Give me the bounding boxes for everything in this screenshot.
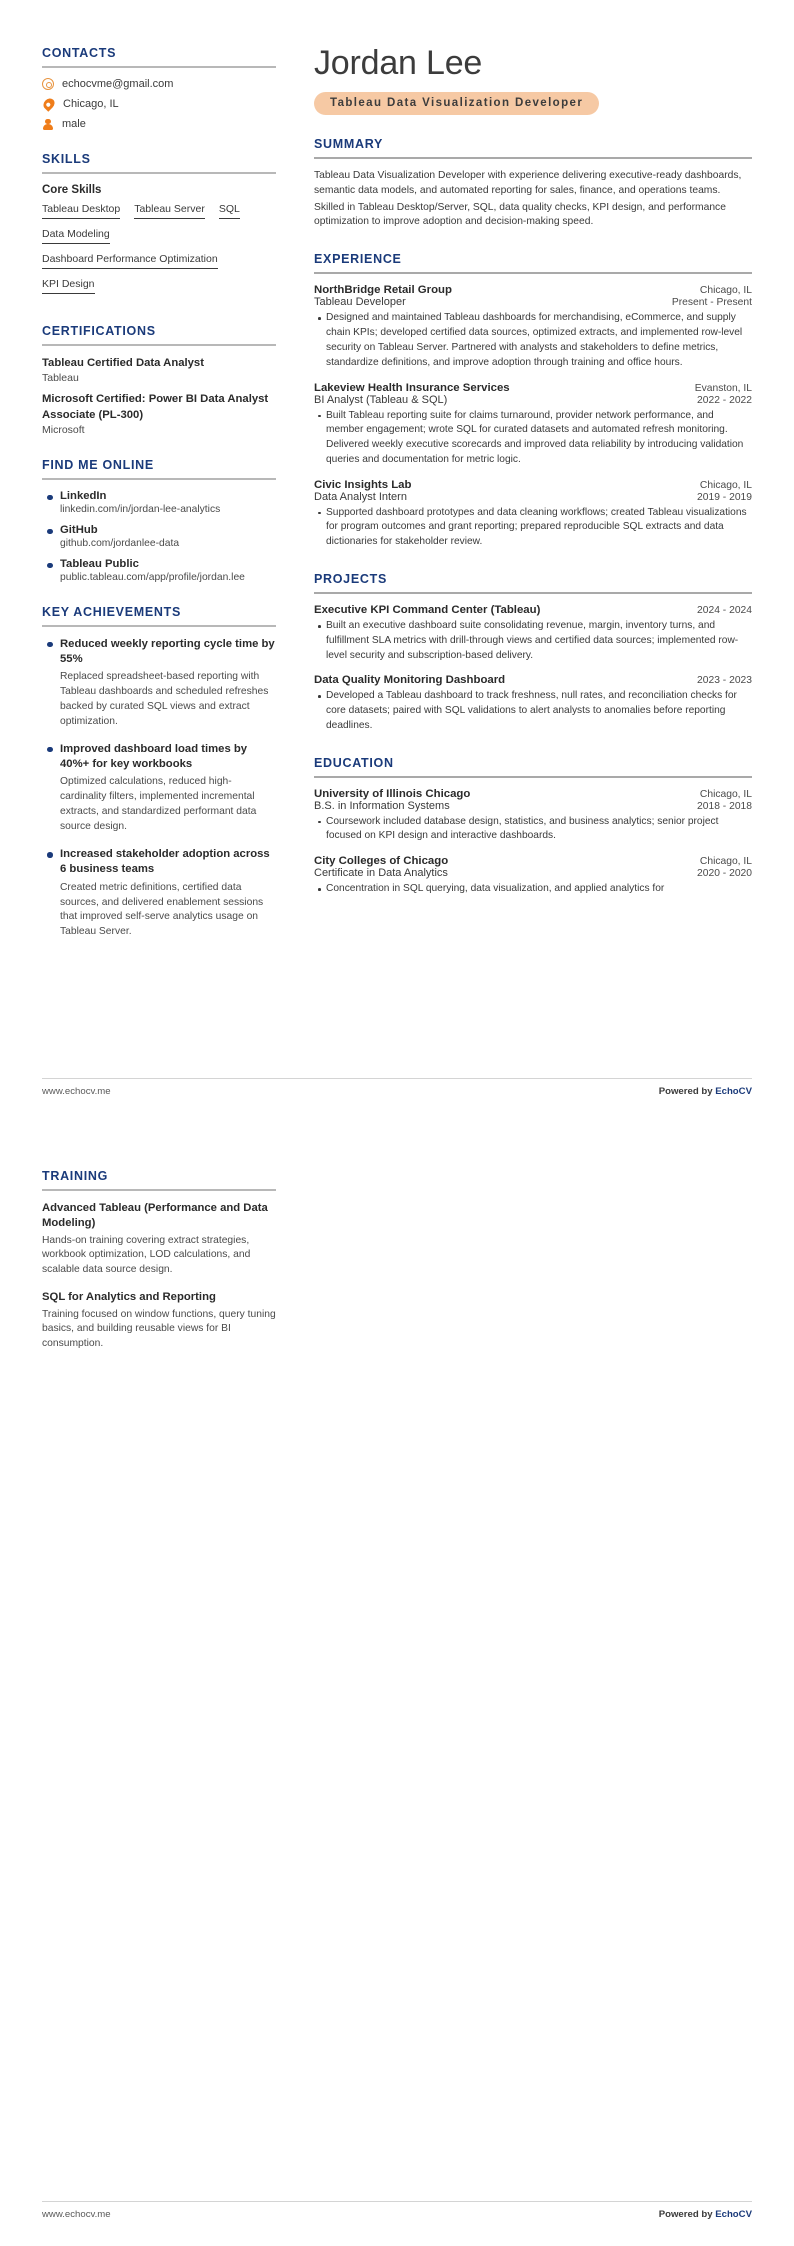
footer-brand-name: EchoCV [715, 1086, 752, 1097]
certification-name: Tableau Certified Data Analyst [42, 357, 204, 369]
job-dates: Present - Present [671, 297, 752, 309]
job-role: Data Analyst Intern [314, 490, 407, 503]
online-profile-label: LinkedIn [60, 489, 107, 502]
job-dates: 2019 - 2019 [697, 491, 752, 503]
entry-subheader [314, 394, 752, 406]
employer-name: Civic Insights Lab [314, 478, 412, 491]
education-entry [314, 855, 752, 897]
job-role: BI Analyst (Tableau & SQL) [314, 393, 448, 406]
skills-list [42, 202, 276, 302]
degree-name: B.S. in Information Systems [314, 799, 450, 812]
contacts-section [42, 46, 276, 130]
list-item [60, 847, 276, 940]
list-item: Built Tableau reporting suite for claims turnaround, provider network performance, and member engagement; wrote SQL for curated datasets and automated refresh monitoring. Delivered weekly executive scorecards and improved data reliability by introducing validation queries and documentation for metric logic. [326, 409, 752, 468]
job-role: Tableau Developer [314, 296, 406, 309]
projects-divider [314, 592, 752, 594]
page-footer [42, 2201, 752, 2220]
training-description: Training focused on window functions, query tuning basics, and building reusable views for BI consumption. [42, 1308, 276, 1350]
project-entry [314, 674, 752, 733]
project-bullets [314, 689, 752, 733]
employer-location: Chicago, IL [699, 285, 752, 297]
experience-bullets [314, 409, 752, 468]
certification-item [42, 356, 276, 384]
contacts-heading: CONTACTS [42, 46, 117, 60]
school-location: Chicago, IL [699, 856, 752, 868]
training-name: Advanced Tableau (Performance and Data Modeling) [42, 1202, 268, 1230]
summary-section [314, 137, 752, 231]
certifications-heading: CERTIFICATIONS [42, 324, 156, 338]
education-bullets [314, 815, 752, 845]
project-dates: 2024 - 2024 [697, 604, 752, 616]
contact-email[interactable] [42, 78, 276, 90]
training-item [42, 1290, 276, 1352]
online-profile-label: Tableau Public [60, 557, 139, 570]
training-description: Hands-on training covering extract strategies, workbook optimization, LOD calculations, and scalable data source design. [42, 1234, 251, 1276]
certification-issuer: Tableau [42, 372, 79, 385]
entry-header [314, 788, 752, 800]
achievement-description: Created metric definitions, certified data sources, and delivered enablement sessions that improved self-serve analytics usage on Tableau Server. [60, 881, 264, 938]
key-achievements-section [42, 605, 276, 941]
employer-name: NorthBridge Retail Group [314, 284, 452, 297]
projects-heading: PROJECTS [314, 571, 387, 586]
education-bullets [314, 882, 752, 897]
skill-chip: Tableau Desktop [42, 202, 120, 219]
list-item: Developed a Tableau dashboard to track freshness, null rates, and reconciliation checks for core datasets; paired with SQL validations to alert analysts to anomalies before reporting deadlines. [326, 689, 752, 733]
sidebar [42, 46, 298, 1123]
contacts-divider [42, 66, 276, 68]
footer-powered-prefix: Powered by [658, 1086, 716, 1097]
footer-row [42, 2209, 752, 2220]
online-profile-url: public.tableau.com/app/profile/jordan.lee [60, 571, 245, 583]
skill-chip: Data Modeling [42, 227, 110, 244]
online-profile-url: github.com/jordanlee-data [60, 537, 180, 549]
experience-entry [314, 479, 752, 550]
employer-location: Evanston, IL [694, 382, 752, 394]
degree-dates: 2018 - 2018 [697, 800, 752, 812]
contact-gender-value: male [62, 118, 86, 130]
project-name: Data Quality Monitoring Dashboard [314, 674, 506, 687]
skill-chip: KPI Design [42, 277, 95, 294]
achievement-title: Reduced weekly reporting cycle time by 55% [60, 637, 275, 665]
footer-website[interactable]: www.echocv.me [42, 2209, 111, 2220]
experience-entry [314, 284, 752, 370]
entry-header [314, 479, 752, 491]
job-dates: 2022 - 2022 [697, 394, 752, 406]
list-item: Supported dashboard prototypes and data cleaning workflows; created Tableau visualizations for program outcomes and grant reporting; prepared reproducible SQL extracts and data dictionaries for stakeholder review. [326, 506, 752, 550]
entry-subheader [314, 800, 752, 812]
training-item [42, 1201, 276, 1278]
project-bullets [314, 619, 752, 663]
person-icon [42, 118, 54, 130]
key-achievements-list [42, 637, 276, 941]
skills-divider [42, 172, 276, 174]
summary-paragraph: Tableau Data Visualization Developer with experience delivering executive-ready dashboards, semantic data models, and automated reporting for sales, finance, and operations teams. [314, 169, 742, 196]
footer-website[interactable]: www.echocv.me [42, 1086, 111, 1097]
location-pin-icon [41, 96, 57, 112]
footer-divider [42, 2201, 752, 2202]
key-achievements-heading: KEY ACHIEVEMENTS [42, 604, 182, 619]
experience-bullets [314, 506, 752, 550]
page-title: Jordan Lee [314, 44, 483, 82]
skills-heading: SKILLS [42, 152, 91, 166]
online-profile-url: linkedin.com/in/jordan-lee-analytics [60, 503, 221, 515]
footer-row [42, 1086, 752, 1097]
degree-name: Certificate in Data Analytics [314, 867, 448, 880]
entry-subheader [314, 491, 752, 503]
contact-gender [42, 118, 276, 130]
main-content [298, 46, 752, 1123]
summary-divider [314, 157, 752, 159]
contact-email-value: echocvme@gmail.com [62, 78, 174, 90]
contact-location [42, 98, 276, 110]
achievement-title: Improved dashboard load times by 40%+ for key workbooks [60, 742, 248, 771]
footer-brand-name: EchoCV [715, 2209, 752, 2220]
list-item: Concentration in SQL querying, data visualization, and applied analytics for [326, 882, 752, 897]
job-title-badge: Tableau Data Visualization Developer [314, 92, 599, 115]
summary-paragraph: Skilled in Tableau Desktop/Server, SQL, data quality checks, KPI design, and performance optimization to improve adoption and decision-making speed. [314, 201, 726, 228]
entry-header [314, 382, 752, 394]
achievement-description: Optimized calculations, reduced high-cardinality filters, implemented incremental extracts, and standardized performant data source design. [60, 776, 257, 833]
entry-subheader [314, 296, 752, 308]
education-heading: EDUCATION [314, 755, 394, 770]
footer-divider [42, 1078, 752, 1079]
entry-subheader [314, 867, 752, 879]
entry-header [314, 855, 752, 867]
education-section [314, 756, 752, 897]
training-divider [42, 1189, 276, 1191]
page-footer [42, 1078, 752, 1097]
skill-chip: SQL [219, 202, 240, 219]
list-item: Coursework included database design, statistics, and business analytics; senior project focused on KPI design and interactive dashboards. [326, 815, 752, 845]
contact-location-value: Chicago, IL [63, 98, 119, 110]
resume-page-2 [0, 1123, 794, 2246]
project-entry [314, 604, 752, 663]
list-item[interactable] [60, 490, 276, 515]
experience-divider [314, 272, 752, 274]
online-profile-label: GitHub [60, 523, 98, 536]
school-name: City Colleges of Chicago [314, 855, 449, 868]
achievement-description: Replaced spreadsheet-based reporting with Tableau dashboards and scheduled refreshes backed by curated SQL views and extract optimization. [60, 671, 269, 728]
certification-item [42, 392, 276, 436]
summary-heading: SUMMARY [314, 136, 384, 151]
list-item[interactable] [60, 558, 276, 583]
skill-chip: Tableau Server [134, 202, 205, 219]
employer-location: Chicago, IL [699, 479, 752, 491]
entry-header [314, 604, 752, 616]
skills-group-title: Core Skills [42, 184, 102, 196]
mail-icon [42, 78, 54, 90]
experience-bullets [314, 311, 752, 370]
find-me-online-list [42, 490, 276, 583]
footer-powered-prefix: Powered by [658, 2209, 716, 2220]
certifications-divider [42, 344, 276, 346]
skills-section [42, 152, 276, 302]
key-achievements-divider [42, 625, 276, 627]
certification-issuer: Microsoft [42, 423, 85, 436]
training-section [42, 1169, 298, 1352]
list-item [60, 742, 276, 835]
degree-dates: 2020 - 2020 [697, 868, 752, 880]
training-name: SQL for Analytics and Reporting [42, 1291, 216, 1304]
projects-section [314, 572, 752, 734]
find-me-online-divider [42, 478, 276, 480]
certifications-section [42, 324, 276, 436]
achievement-title: Increased stakeholder adoption across 6 business teams [60, 848, 270, 876]
employer-name: Lakeview Health Insurance Services [314, 381, 510, 394]
education-divider [314, 776, 752, 778]
experience-section [314, 252, 752, 550]
certification-name: Microsoft Certified: Power BI Data Analyst Associate (PL-300) [42, 393, 269, 421]
school-name: University of Illinois Chicago [314, 787, 471, 800]
experience-heading: EXPERIENCE [314, 252, 402, 267]
school-location: Chicago, IL [699, 788, 752, 800]
entry-header [314, 674, 752, 686]
list-item [60, 637, 276, 730]
list-item: Designed and maintained Tableau dashboards for merchandising, eCommerce, and supply chain KPIs; developed certified data sources, optimized extracts, and implemented row-level security on Tableau Server. Partnered with analysts and stakeholders to define metrics, standardize definitions, and improve adoption through training and office hours. [326, 311, 752, 370]
project-name: Executive KPI Command Center (Tableau) [314, 603, 541, 616]
experience-entry [314, 382, 752, 468]
skill-chip: Dashboard Performance Optimization [42, 252, 218, 269]
entry-header [314, 284, 752, 296]
find-me-online-heading: FIND ME ONLINE [42, 457, 154, 472]
footer-brand [659, 1086, 752, 1097]
find-me-online-section [42, 458, 276, 583]
footer-brand [659, 2209, 752, 2220]
project-dates: 2023 - 2023 [697, 675, 752, 687]
list-item[interactable] [60, 524, 276, 549]
list-item: Built an executive dashboard suite consolidating revenue, margin, inventory turns, and fulfillment SLA metrics with drill-through views and certified data sources; implemented row-level security and subscription-based delivery. [326, 619, 752, 663]
education-entry [314, 788, 752, 845]
training-heading: TRAINING [42, 1169, 109, 1183]
